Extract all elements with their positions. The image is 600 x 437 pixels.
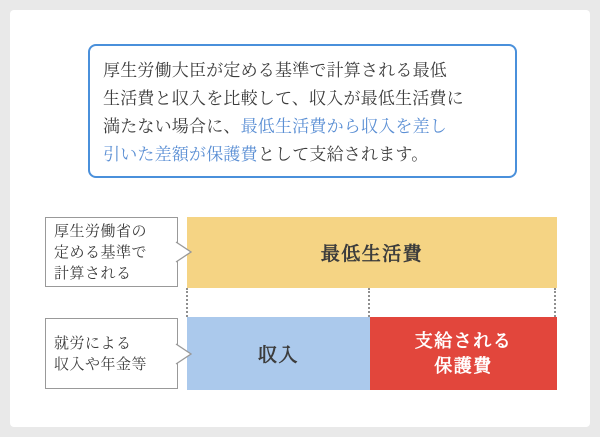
minimum-cost-bar-label: 最低生活費	[320, 244, 424, 265]
summary-text-line	[103, 57, 505, 85]
callout-text-line: 定める基準で	[54, 243, 148, 261]
benefit-bar-label	[415, 329, 513, 379]
income-callout-label	[45, 318, 178, 389]
minimum-cost-bar	[187, 217, 557, 288]
summary-text-line	[103, 113, 505, 141]
summary-text-segment: 厚生労働大臣が定める基準で計算される最低	[103, 61, 447, 80]
callout-text-line: 就労による	[54, 334, 132, 352]
dotted-guide-line	[368, 288, 370, 317]
summary-text-line	[103, 141, 505, 169]
summary-callout-box	[88, 44, 517, 178]
income-bar-label: 収入	[257, 345, 299, 366]
summary-text-highlight: 引いた差額が保護費	[103, 145, 258, 164]
callout-arrow-icon	[175, 240, 192, 264]
summary-text-segment: として支給されます。	[257, 145, 429, 164]
summary-text-highlight: 最低生活費から収入を差し	[240, 117, 448, 136]
benefit-bar	[370, 317, 557, 390]
callout-text-line: 収入や年金等	[54, 355, 148, 373]
callout-text-line: 厚生労働省の	[54, 222, 148, 240]
benefit-bar-label-line: 支給される	[414, 330, 513, 351]
dotted-guide-line	[554, 288, 556, 317]
callout-arrow-icon	[175, 342, 192, 366]
summary-text-segment: 生活費と収入を比較して、収入が最低生活費に	[103, 89, 464, 108]
summary-text-segment: 満たない場合に、	[103, 117, 241, 136]
summary-text-line	[103, 85, 505, 113]
income-bar	[187, 317, 370, 390]
callout-text-line: 計算される	[54, 264, 132, 282]
content-card	[10, 10, 590, 427]
minimum-cost-callout-label	[45, 217, 178, 287]
benefit-bar-label-line: 保護費	[434, 355, 493, 376]
dotted-guide-line	[186, 288, 188, 317]
